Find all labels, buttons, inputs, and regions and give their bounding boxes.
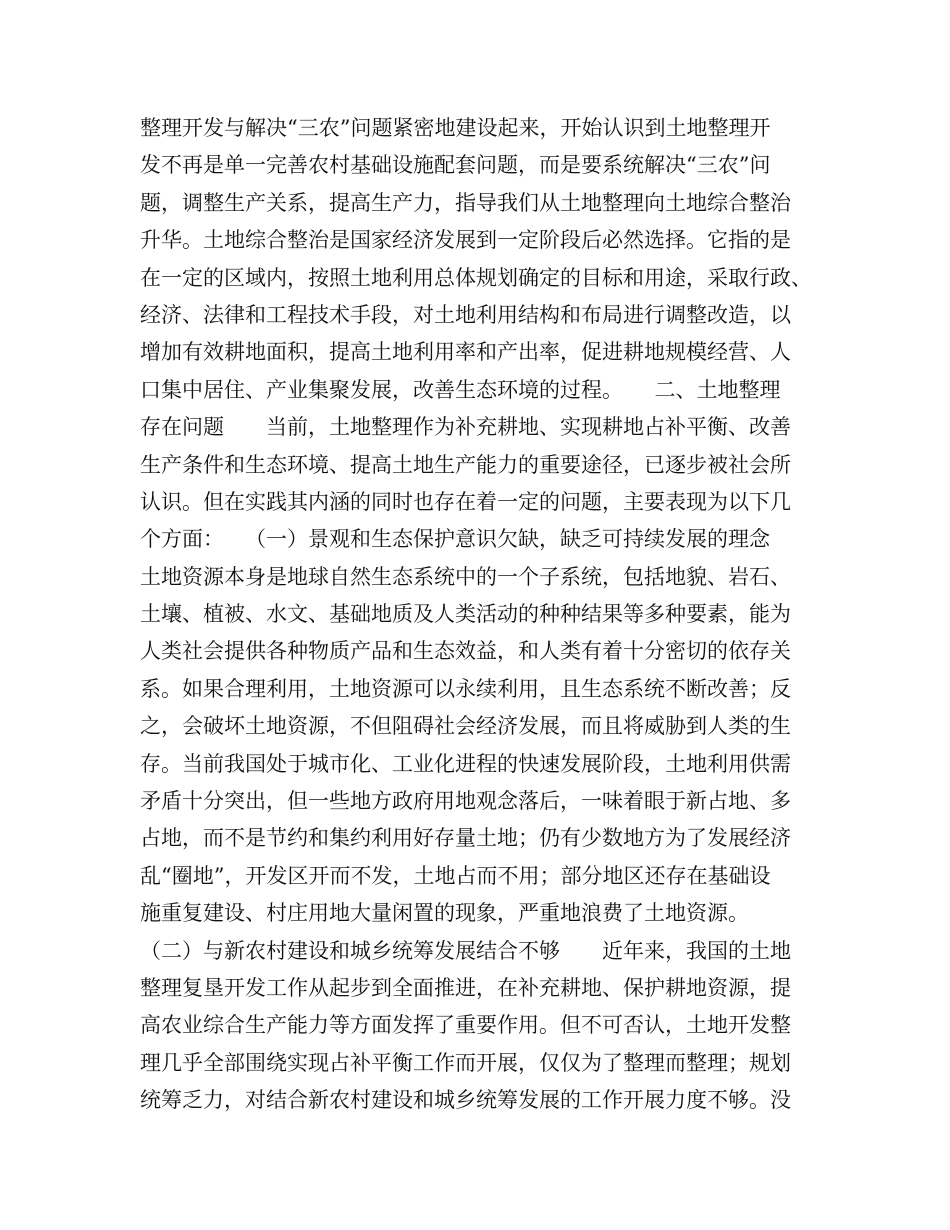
text-line: （二）与新农村建设和城乡统筹发展结合不够 近年来，我国的土地	[140, 938, 791, 963]
text-line: 在一定的区域内，按照土地利用总体规划确定的目标和用途，采取行政、	[140, 265, 812, 290]
text-line: 经济、法律和工程技术手段，对土地利用结构和布局进行调整改造，以	[140, 302, 791, 327]
text-line: 占地，而不是节约和集约利用好存量土地；仍有少数地方为了发展经济	[140, 826, 791, 851]
text-line: 存在问题 当前，土地整理作为补充耕地、实现耕地占补平衡、改善	[140, 415, 791, 440]
text-line: 口集中居住、产业集聚发展，改善生态环境的过程。 二、土地整理	[140, 377, 781, 402]
text-line: 土地资源本身是地球自然生态系统中的一个子系统，包括地貌、岩石、	[140, 564, 791, 589]
text-line: 发不再是单一完善农村基础设施配套问题，而是要系统解决“三农”问	[140, 153, 771, 178]
text-line: 之，会破坏土地资源，不但阻碍社会经济发展，而且将威胁到人类的生	[140, 714, 791, 739]
text-line: 土壤、植被、水文、基础地质及人类活动的种种结果等多种要素，能为	[140, 602, 791, 627]
body-text	[140, 110, 820, 1120]
text-line: 存。当前我国处于城市化、工业化进程的快速发展阶段，土地利用供需	[140, 751, 791, 776]
text-line: 矛盾十分突出，但一些地方政府用地观念落后，一味着眼于新占地、多	[140, 789, 791, 814]
text-line: 乱“圈地”，开发区开而不发，土地占而不用；部分地区还存在基础设	[140, 863, 771, 888]
text-line: 高农业综合生产能力等方面发挥了重要作用。但不可否认，土地开发整	[140, 1013, 791, 1038]
text-line: 个方面： （一）景观和生态保护意识欠缺，缺乏可持续发展的理念	[140, 527, 770, 552]
text-line: 人类社会提供各种物质产品和生态效益，和人类有着十分密切的依存关	[140, 639, 791, 664]
text-line: 增加有效耕地面积，提高土地利用率和产出率，促进耕地规模经营、人	[140, 340, 791, 365]
text-line: 题，调整生产关系，提高生产力，指导我们从土地整理向土地综合整治	[140, 190, 791, 215]
text-line: 理几乎全部围绕实现占补平衡工作而开展，仅仅为了整理而整理；规划	[140, 1050, 791, 1075]
text-line: 施重复建设、村庄用地大量闲置的现象，严重地浪费了土地资源。	[140, 901, 749, 926]
text-line: 统筹乏力，对结合新农村建设和城乡统筹发展的工作开展力度不够。没	[140, 1088, 791, 1113]
text-line: 生产条件和生态环境、提高土地生产能力的重要途径，已逐步被社会所	[140, 452, 791, 477]
text-line: 系。如果合理利用，土地资源可以永续利用，且生态系统不断改善；反	[140, 676, 791, 701]
text-line: 认识。但在实践其内涵的同时也存在着一定的问题，主要表现为以下几	[140, 489, 791, 514]
text-line: 升华。土地综合整治是国家经济发展到一定阶段后必然选择。它指的是	[140, 228, 791, 253]
text-line: 整理复垦开发工作从起步到全面推进，在补充耕地、保护耕地资源，提	[140, 975, 791, 1000]
text-line: 整理开发与解决“三农”问题紧密地建设起来，开始认识到土地整理开	[140, 116, 771, 140]
